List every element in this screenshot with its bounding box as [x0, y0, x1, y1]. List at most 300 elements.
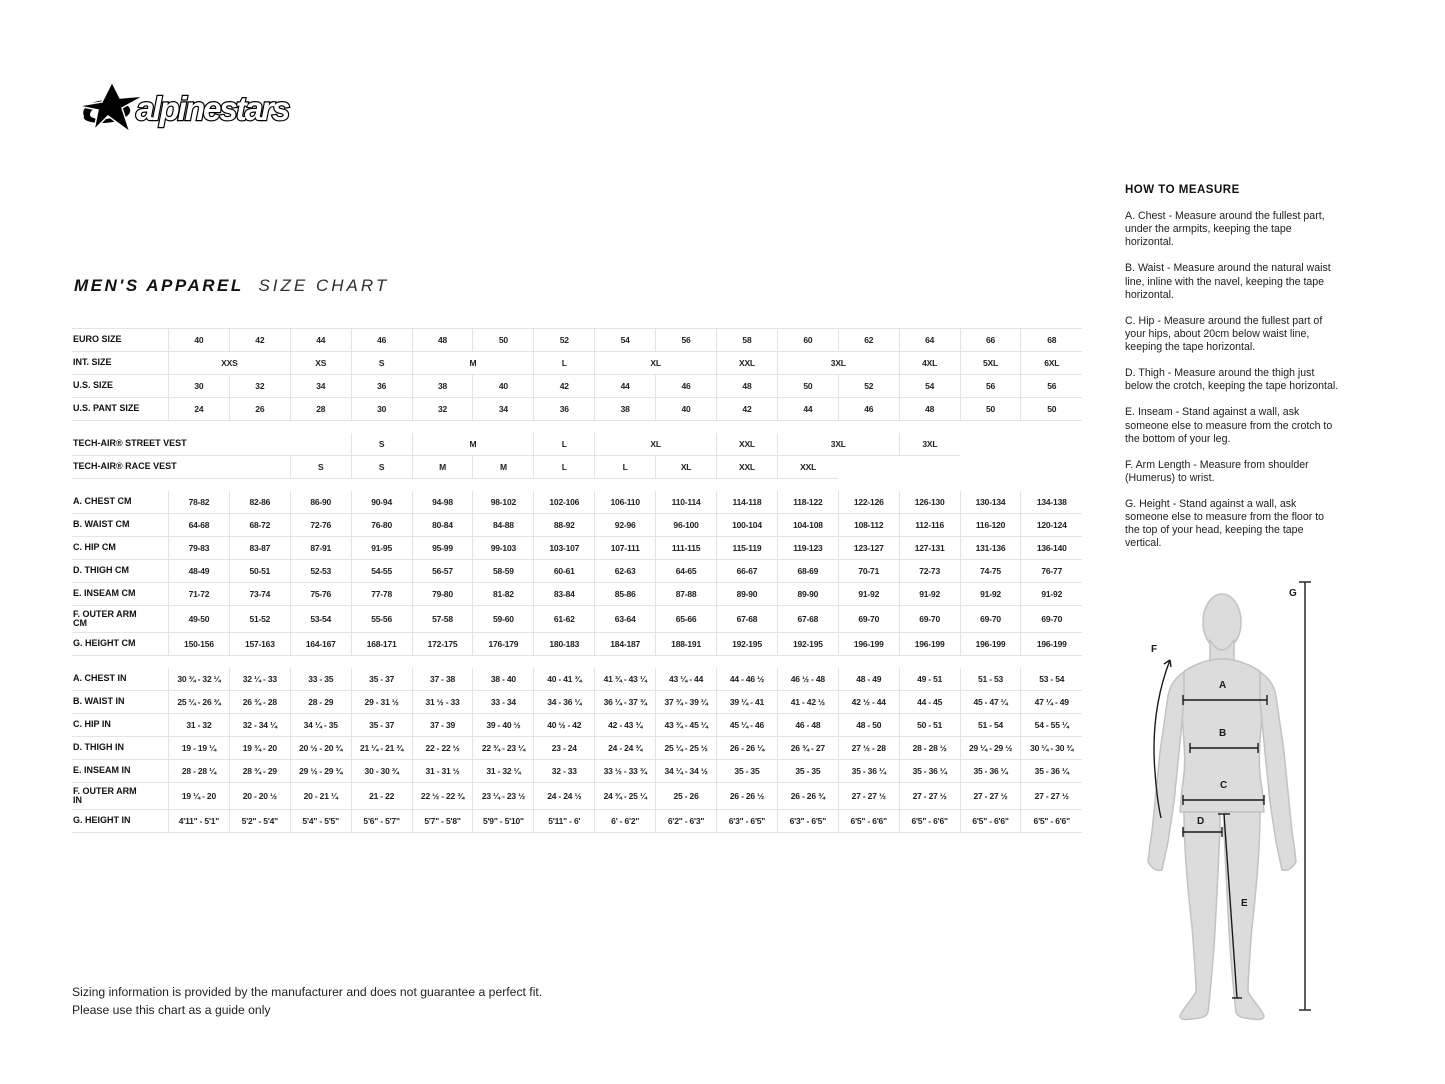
table-cell: 6' - 6'2"	[595, 810, 656, 833]
table-cell: 44	[777, 398, 838, 421]
table-cell: L	[534, 456, 595, 479]
label-chest: A	[1219, 680, 1227, 691]
table-cell: 24	[169, 398, 230, 421]
table-cell: 19 ¼ - 20	[169, 783, 230, 810]
table-cell: 6'3" - 6'5"	[717, 810, 778, 833]
table-cell: 32 - 34 ¼	[229, 714, 290, 737]
row-label: E. INSEAM IN	[72, 760, 169, 783]
row-label: B. WAIST IN	[72, 691, 169, 714]
page-title-primary: MEN'S APPAREL	[74, 276, 244, 295]
page-title	[74, 276, 389, 296]
table-cell: 29 - 31 ½	[351, 691, 412, 714]
table-cell: 46 ½ - 48	[777, 668, 838, 691]
table-cell: 192-195	[717, 633, 778, 656]
table-cell: 33 - 35	[290, 668, 351, 691]
table-cell: 31 - 32 ¼	[473, 760, 534, 783]
table-cell: 61-62	[534, 606, 595, 633]
table-cell: 5'7" - 5'8"	[412, 810, 473, 833]
table-cell: 150-156	[169, 633, 230, 656]
table-cell: 111-115	[656, 537, 717, 560]
table-cell: 56-57	[412, 560, 473, 583]
table-cell: 115-119	[717, 537, 778, 560]
table-cell: 55-56	[351, 606, 412, 633]
table-cell: 40 - 41 ¾	[534, 668, 595, 691]
table-cell: 25 ¼ - 26 ¾	[169, 691, 230, 714]
table-cell: 6'5" - 6'6"	[899, 810, 960, 833]
table-row	[72, 810, 1082, 833]
label-thigh: D	[1197, 816, 1205, 827]
table-row	[72, 491, 1082, 514]
table-cell: 3XL	[777, 433, 899, 456]
row-label: C. HIP IN	[72, 714, 169, 737]
table-row	[72, 737, 1082, 760]
label-hip: C	[1220, 780, 1228, 791]
table-cell: 21 ¼ - 21 ¾	[351, 737, 412, 760]
table-cell: 24 - 24 ¾	[595, 737, 656, 760]
table-cell: 81-82	[473, 583, 534, 606]
table-cell: 22 - 22 ½	[412, 737, 473, 760]
table-cell: 32 ¼ - 33	[229, 668, 290, 691]
table-cell: 46	[838, 398, 899, 421]
table-cell: 184-187	[595, 633, 656, 656]
table-cell: 180-183	[534, 633, 595, 656]
table-cell: 41 ¾ - 43 ¼	[595, 668, 656, 691]
table-cell: 63-64	[595, 606, 656, 633]
table-cell: 44	[595, 375, 656, 398]
table-cell: 120-124	[1021, 514, 1082, 537]
table-cell: 6'5" - 6'6"	[838, 810, 899, 833]
table-cell: L	[534, 433, 595, 456]
table-cell: 6XL	[1021, 352, 1082, 375]
table-cell: 30	[351, 398, 412, 421]
table-cell: 37 ¾ - 39 ¼	[656, 691, 717, 714]
table-cell: 40	[473, 375, 534, 398]
table-cell: 74-75	[960, 560, 1021, 583]
table-cell: 83-84	[534, 583, 595, 606]
table-cell: XL	[595, 352, 717, 375]
table-cell: 34	[473, 398, 534, 421]
table-cell	[169, 456, 291, 479]
table-cell: 28 - 28 ½	[899, 737, 960, 760]
table-cell: 6'3" - 6'5"	[777, 810, 838, 833]
row-label: U.S. SIZE	[72, 375, 169, 398]
table-cell: 38	[412, 375, 473, 398]
table-row	[72, 398, 1082, 421]
table-cell: 29 ½ - 29 ¾	[290, 760, 351, 783]
measure-instruction: F. Arm Length - Measure from shoulder (Humerus) to wrist.	[1125, 458, 1309, 484]
table-cell: 34 ¼ - 35	[290, 714, 351, 737]
table-cell: 44 - 46 ½	[717, 668, 778, 691]
table-cell: 59-60	[473, 606, 534, 633]
table-row	[72, 456, 1082, 479]
table-cell: 67-68	[777, 606, 838, 633]
table-cell: 76-80	[351, 514, 412, 537]
table-cell: 62	[838, 329, 899, 352]
table-cell: 100-104	[717, 514, 778, 537]
table-cell: 69-70	[838, 606, 899, 633]
table-cell: 68-72	[229, 514, 290, 537]
table-cell: 89-90	[717, 583, 778, 606]
row-label: A. CHEST CM	[72, 491, 169, 514]
table-cell: 64	[899, 329, 960, 352]
table-cell: 71-72	[169, 583, 230, 606]
table-cell	[838, 456, 1082, 479]
table-cell: 98-102	[473, 491, 534, 514]
table-cell: 56	[960, 375, 1021, 398]
row-label: TECH-AIR® STREET VEST	[72, 433, 169, 456]
table-cell: 5'9" - 5'10"	[473, 810, 534, 833]
table-cell: 50	[473, 329, 534, 352]
table-row	[72, 560, 1082, 583]
table-cell: 102-106	[534, 491, 595, 514]
table-cell: 91-92	[960, 583, 1021, 606]
table-row	[72, 783, 1082, 810]
table-cell: 27 - 27 ½	[1021, 783, 1082, 810]
table-cell: 67-68	[717, 606, 778, 633]
how-to-measure-title: HOW TO MEASURE	[1125, 184, 1240, 196]
table-cell: 20 - 21 ¼	[290, 783, 351, 810]
table-cell: 91-92	[838, 583, 899, 606]
table-cell: 40	[656, 398, 717, 421]
body-measurement-diagram	[1140, 572, 1340, 1042]
table-row	[72, 375, 1082, 398]
table-cell: 108-112	[838, 514, 899, 537]
table-cell: 131-136	[960, 537, 1021, 560]
table-cell: 119-123	[777, 537, 838, 560]
table-cell: 32	[412, 398, 473, 421]
table-cell: 54	[899, 375, 960, 398]
table-cell: L	[534, 352, 595, 375]
table-cell: 48	[717, 375, 778, 398]
table-cell: 38 - 40	[473, 668, 534, 691]
table-cell: 28 - 29	[290, 691, 351, 714]
table-group-spacer	[72, 479, 1082, 492]
table-cell: 35 - 37	[351, 668, 412, 691]
row-label: A. CHEST IN	[72, 668, 169, 691]
table-cell: 52	[838, 375, 899, 398]
table-cell: 130-134	[960, 491, 1021, 514]
table-cell: 77-78	[351, 583, 412, 606]
measure-instruction: B. Waist - Measure around the natural waist line, inline with the navel, keeping the tape horizontal.	[1125, 262, 1331, 301]
table-cell: XL	[656, 456, 717, 479]
table-cell: 48-49	[169, 560, 230, 583]
table-row	[72, 714, 1082, 737]
table-cell: 157-163	[229, 633, 290, 656]
alpinestars-logo-graphic	[70, 80, 328, 144]
table-cell: 52	[534, 329, 595, 352]
table-cell: S	[351, 352, 412, 375]
table-cell: 45 - 47 ¼	[960, 691, 1021, 714]
table-cell: 172-175	[412, 633, 473, 656]
table-cell: 127-131	[899, 537, 960, 560]
table-cell: 90-94	[351, 491, 412, 514]
table-cell: 42	[717, 398, 778, 421]
table-cell: 28	[290, 398, 351, 421]
table-cell: 23 ¼ - 23 ½	[473, 783, 534, 810]
table-cell	[960, 433, 1082, 456]
table-cell: 64-65	[656, 560, 717, 583]
table-cell: S	[290, 456, 351, 479]
table-cell: 196-199	[899, 633, 960, 656]
table-cell: 78-82	[169, 491, 230, 514]
table-cell: S	[351, 456, 412, 479]
table-cell: 6'5" - 6'6"	[960, 810, 1021, 833]
table-cell: 79-80	[412, 583, 473, 606]
measure-instruction: E. Inseam - Stand against a wall, ask someone else to measure from the crotch to the bottom of your leg.	[1125, 406, 1333, 445]
table-cell: 27 - 27 ½	[899, 783, 960, 810]
table-cell: 48 - 49	[838, 668, 899, 691]
table-cell: 68-69	[777, 560, 838, 583]
table-cell: 35 - 36 ¼	[838, 760, 899, 783]
table-cell: 58	[717, 329, 778, 352]
size-chart-table	[72, 328, 1082, 833]
table-cell: 39 ¼ - 41	[717, 691, 778, 714]
table-cell: XXL	[717, 352, 778, 375]
table-cell: 49-50	[169, 606, 230, 633]
table-cell: 20 ½ - 20 ¾	[290, 737, 351, 760]
table-cell: 42 ½ - 44	[838, 691, 899, 714]
table-cell: 52-53	[290, 560, 351, 583]
table-row	[72, 583, 1082, 606]
row-label: EURO SIZE	[72, 329, 169, 352]
table-cell: 192-195	[777, 633, 838, 656]
table-cell: 36	[534, 398, 595, 421]
table-cell: 5'6" - 5'7"	[351, 810, 412, 833]
table-cell: 27 - 27 ½	[838, 783, 899, 810]
table-cell: 46	[351, 329, 412, 352]
table-group-spacer	[72, 421, 1082, 434]
table-cell: 34	[290, 375, 351, 398]
table-cell: 107-111	[595, 537, 656, 560]
footer-line-2: Please use this chart as a guide only	[72, 1002, 271, 1017]
label-height: G	[1289, 588, 1297, 599]
table-cell: 34 - 36 ¼	[534, 691, 595, 714]
table-cell: 29 ¼ - 29 ½	[960, 737, 1021, 760]
table-cell: 56	[1021, 375, 1082, 398]
table-cell: 20 - 20 ½	[229, 783, 290, 810]
table-cell: 33 ½ - 33 ¾	[595, 760, 656, 783]
row-label: D. THIGH CM	[72, 560, 169, 583]
table-cell: M	[412, 433, 534, 456]
table-cell: 83-87	[229, 537, 290, 560]
table-cell: 122-126	[838, 491, 899, 514]
table-cell: 42 - 43 ¾	[595, 714, 656, 737]
row-label: F. OUTER ARM IN	[72, 783, 169, 810]
table-cell: 176-179	[473, 633, 534, 656]
table-cell: 26 ¾ - 28	[229, 691, 290, 714]
table-row	[72, 433, 1082, 456]
table-cell: 196-199	[838, 633, 899, 656]
table-cell: 48	[899, 398, 960, 421]
alpinestars-wordmark: alpinestars	[136, 90, 289, 127]
table-cell: 60	[777, 329, 838, 352]
table-cell: 28 - 28 ¼	[169, 760, 230, 783]
table-cell: 62-63	[595, 560, 656, 583]
table-cell: 30 - 30 ¾	[351, 760, 412, 783]
table-cell: 42	[534, 375, 595, 398]
table-cell: 95-99	[412, 537, 473, 560]
table-cell: 50 - 51	[899, 714, 960, 737]
table-cell: 68	[1021, 329, 1082, 352]
table-row	[72, 668, 1082, 691]
table-cell: 86-90	[290, 491, 351, 514]
table-cell: 31 - 31 ½	[412, 760, 473, 783]
row-label: INT. SIZE	[72, 352, 169, 375]
table-cell: 94-98	[412, 491, 473, 514]
table-cell: 80-84	[412, 514, 473, 537]
table-cell: 50	[960, 398, 1021, 421]
table-row	[72, 537, 1082, 560]
table-cell: 43 ¼ - 44	[656, 668, 717, 691]
footer-line-1: Sizing information is provided by the manufacturer and does not guarantee a perfect fit.	[72, 985, 543, 999]
table-cell: 60-61	[534, 560, 595, 583]
row-label: G. HEIGHT IN	[72, 810, 169, 833]
row-label: B. WAIST CM	[72, 514, 169, 537]
row-label: TECH-AIR® RACE VEST	[72, 456, 169, 479]
table-cell: 91-92	[899, 583, 960, 606]
table-cell: 91-95	[351, 537, 412, 560]
table-cell: 32 - 33	[534, 760, 595, 783]
table-cell: XXL	[717, 433, 778, 456]
table-cell: XS	[290, 352, 351, 375]
table-cell: 84-88	[473, 514, 534, 537]
how-to-measure-list	[1125, 210, 1339, 551]
table-cell: 30 ¼ - 30 ¾	[1021, 737, 1082, 760]
table-cell: 40 ½ - 42	[534, 714, 595, 737]
table-cell: 26 - 26 ¼	[717, 737, 778, 760]
table-cell: 35 - 35	[717, 760, 778, 783]
measure-instruction: C. Hip - Measure around the fullest part of your hips, about 20cm below waist line, keeping the tape horizontal.	[1125, 314, 1323, 353]
table-cell: 54 - 55 ¼	[1021, 714, 1082, 737]
table-cell: 72-76	[290, 514, 351, 537]
table-cell: 25 - 26	[656, 783, 717, 810]
table-cell: 28 ¾ - 29	[229, 760, 290, 783]
table-cell: 40	[169, 329, 230, 352]
table-cell: 103-107	[534, 537, 595, 560]
measure-instruction: A. Chest - Measure around the fullest part, under the armpits, keeping the tape horizontal.	[1125, 210, 1325, 249]
table-cell: 92-96	[595, 514, 656, 537]
table-cell: 47 ¼ - 49	[1021, 691, 1082, 714]
table-cell: 54	[595, 329, 656, 352]
table-cell: 88-92	[534, 514, 595, 537]
table-cell: 26 - 26 ½	[717, 783, 778, 810]
table-cell: 69-70	[1021, 606, 1082, 633]
table-cell: 126-130	[899, 491, 960, 514]
table-cell: 4XL	[899, 352, 960, 375]
table-cell: M	[412, 456, 473, 479]
table-cell: 66-67	[717, 560, 778, 583]
measure-instruction: G. Height - Stand against a wall, ask someone else to measure from the floor to the top of your head, keeping the tape vertical.	[1125, 498, 1325, 550]
body-silhouette	[1148, 594, 1296, 1020]
table-cell: 34 ¼ - 34 ½	[656, 760, 717, 783]
table-cell: 134-138	[1021, 491, 1082, 514]
table-cell: 4'11" - 5'1"	[169, 810, 230, 833]
table-cell: 54-55	[351, 560, 412, 583]
table-row	[72, 352, 1082, 375]
table-cell: 123-127	[838, 537, 899, 560]
table-cell: 136-140	[1021, 537, 1082, 560]
table-cell: 24 - 24 ½	[534, 783, 595, 810]
table-cell: 27 ½ - 28	[838, 737, 899, 760]
table-cell: 27 - 27 ½	[960, 783, 1021, 810]
table-cell: 73-74	[229, 583, 290, 606]
table-cell: 31 ½ - 33	[412, 691, 473, 714]
table-cell: 196-199	[960, 633, 1021, 656]
table-cell: S	[351, 433, 412, 456]
size-table-body	[72, 329, 1082, 833]
body-figure-graphic	[1140, 572, 1340, 1037]
label-arm: F	[1151, 644, 1158, 655]
table-cell: 30	[169, 375, 230, 398]
table-cell: 35 - 36 ¼	[1021, 760, 1082, 783]
table-cell: 53 - 54	[1021, 668, 1082, 691]
table-cell: 116-120	[960, 514, 1021, 537]
table-cell: 112-116	[899, 514, 960, 537]
table-cell: 37 - 38	[412, 668, 473, 691]
table-row	[72, 691, 1082, 714]
table-cell: 22 ¾ - 23 ¼	[473, 737, 534, 760]
footer-disclaimer	[72, 984, 542, 1019]
table-cell: 3XL	[899, 433, 960, 456]
table-cell: 35 - 36 ¼	[899, 760, 960, 783]
table-row	[72, 760, 1082, 783]
table-cell: 82-86	[229, 491, 290, 514]
table-cell: 23 - 24	[534, 737, 595, 760]
table-row	[72, 633, 1082, 656]
table-cell: 72-73	[899, 560, 960, 583]
table-cell: 43 ¾ - 45 ¼	[656, 714, 717, 737]
table-cell: 5'4" - 5'5"	[290, 810, 351, 833]
table-cell: 37 - 39	[412, 714, 473, 737]
table-cell: 188-191	[656, 633, 717, 656]
table-cell: 41 - 42 ½	[777, 691, 838, 714]
table-cell: 99-103	[473, 537, 534, 560]
row-label: C. HIP CM	[72, 537, 169, 560]
table-cell: 26	[229, 398, 290, 421]
table-cell: 24 ¾ - 25 ¼	[595, 783, 656, 810]
table-cell: 75-76	[290, 583, 351, 606]
row-label: D. THIGH IN	[72, 737, 169, 760]
alpinestars-logo	[70, 80, 328, 149]
table-cell: 66	[960, 329, 1021, 352]
table-row	[72, 606, 1082, 633]
table-cell: 36 ¼ - 37 ¾	[595, 691, 656, 714]
table-cell: 50	[777, 375, 838, 398]
table-cell: 96-100	[656, 514, 717, 537]
table-cell: 46 - 48	[777, 714, 838, 737]
row-label: G. HEIGHT CM	[72, 633, 169, 656]
table-cell: 89-90	[777, 583, 838, 606]
table-cell: 3XL	[777, 352, 899, 375]
table-cell: 45 ¼ - 46	[717, 714, 778, 737]
row-label: U.S. PANT SIZE	[72, 398, 169, 421]
table-cell: 26 - 26 ¾	[777, 783, 838, 810]
table-cell: 69-70	[899, 606, 960, 633]
table-cell: 164-167	[290, 633, 351, 656]
table-cell: 79-83	[169, 537, 230, 560]
table-cell: 44 - 45	[899, 691, 960, 714]
table-cell: 87-91	[290, 537, 351, 560]
table-cell: XXL	[777, 456, 838, 479]
measure-instruction: D. Thigh - Measure around the thigh just below the crotch, keeping the tape horizontal.	[1125, 367, 1339, 393]
table-cell: 87-88	[656, 583, 717, 606]
table-cell: 114-118	[717, 491, 778, 514]
table-cell: M	[412, 352, 534, 375]
row-label: F. OUTER ARM CM	[72, 606, 169, 633]
table-cell: 48 - 50	[838, 714, 899, 737]
table-cell: 118-122	[777, 491, 838, 514]
table-cell: 50	[1021, 398, 1082, 421]
